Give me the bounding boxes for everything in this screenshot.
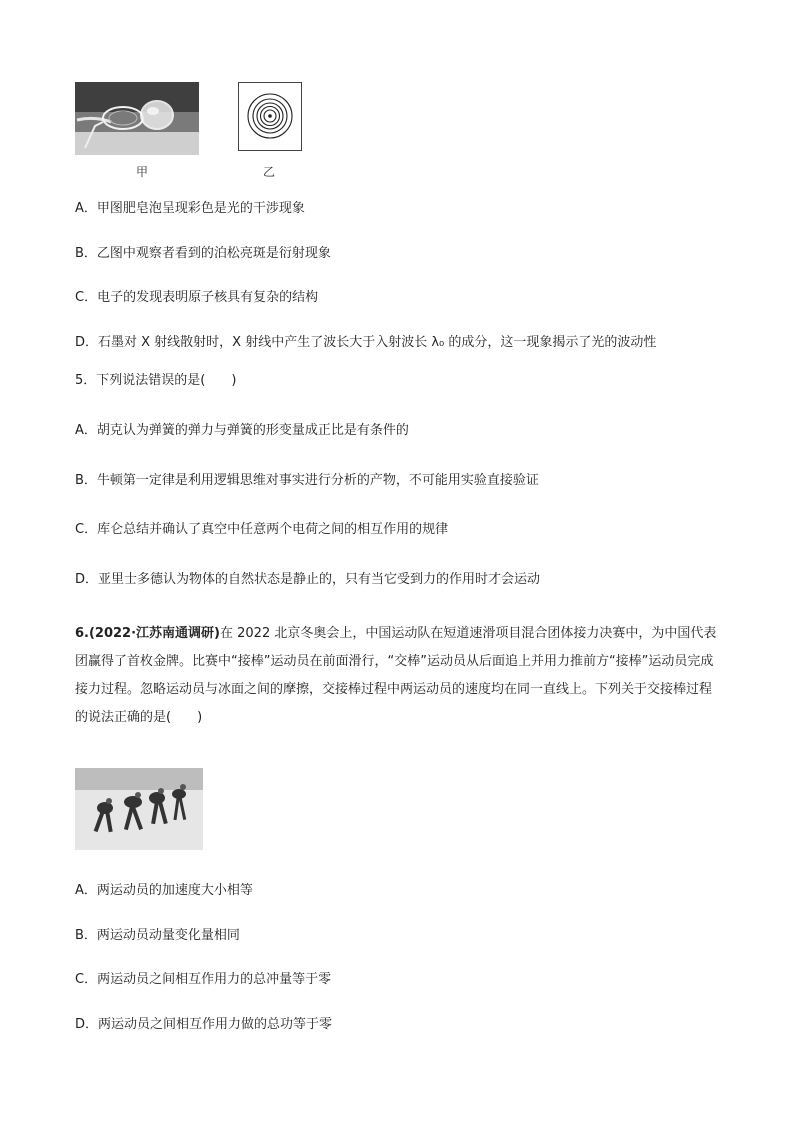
q6-option-a: A．两运动员的加速度大小相等 <box>75 883 253 898</box>
q4-option-c: C．电子的发现表明原子核具有复杂的结构 <box>75 290 319 305</box>
figure-label-jia: 甲 <box>136 165 149 179</box>
poisson-spot-figure <box>238 82 302 151</box>
soap-bubble-photo <box>75 82 199 155</box>
q5-option-a: A．胡克认为弹簧的弹力与弹簧的形变量成正比是有条件的 <box>75 423 409 438</box>
speed-skating-photo <box>75 768 203 850</box>
q6-option-b: B．两运动员动量变化量相同 <box>75 928 240 943</box>
speed-skaters-illustration <box>75 768 203 850</box>
q6-stem: 在 2022 北京冬奥会上，中国运动队在短道速滑项目混合团体接力决赛中，为中国代表团赢得了首枚金牌。比赛中“接棒”运动员在前面滑行，“交棒”运动员从后面追上并用力推前方“接棒”运动员完成接力过程。忽略运动员与冰面之间的摩擦，交接棒过程中两运动员的速度均在同一直线上。下列关于交接棒过程的说法正确的是( ) <box>75 626 717 725</box>
q4-option-b: B．乙图中观察者看到的泊松亮斑是衍射现象 <box>75 246 331 261</box>
q4-option-a: A．甲图肥皂泡呈现彩色是光的干涉现象 <box>75 201 305 216</box>
q6-source: (2022·江苏南通调研) <box>88 626 220 641</box>
q6-number: 6. <box>75 626 89 641</box>
soap-bubble-illustration <box>75 82 199 155</box>
figure-label-yi: 乙 <box>263 165 276 179</box>
q6-question <box>75 620 720 732</box>
q6-option-c: C．两运动员之间相互作用力的总冲量等于零 <box>75 972 332 987</box>
q6-option-d: D．两运动员之间相互作用力做的总功等于零 <box>75 1017 333 1032</box>
q5-option-c: C．库仑总结并确认了真空中任意两个电荷之间的相互作用的规律 <box>75 522 449 537</box>
concentric-rings-icon <box>239 83 301 150</box>
q5-option-b: B．牛顿第一定律是利用逻辑思维对事实进行分析的产物，不可能用实验直接验证 <box>75 473 539 488</box>
q5-stem: 5．下列说法错误的是( ) <box>75 373 237 388</box>
q4-option-d: D．石墨对 X 射线散射时，X 射线中产生了波长大于入射波长 λ₀ 的成分，这一现象揭示了光的波动性 <box>75 335 657 350</box>
q5-option-d: D．亚里士多德认为物体的自然状态是静止的，只有当它受到力的作用时才会运动 <box>75 572 541 587</box>
